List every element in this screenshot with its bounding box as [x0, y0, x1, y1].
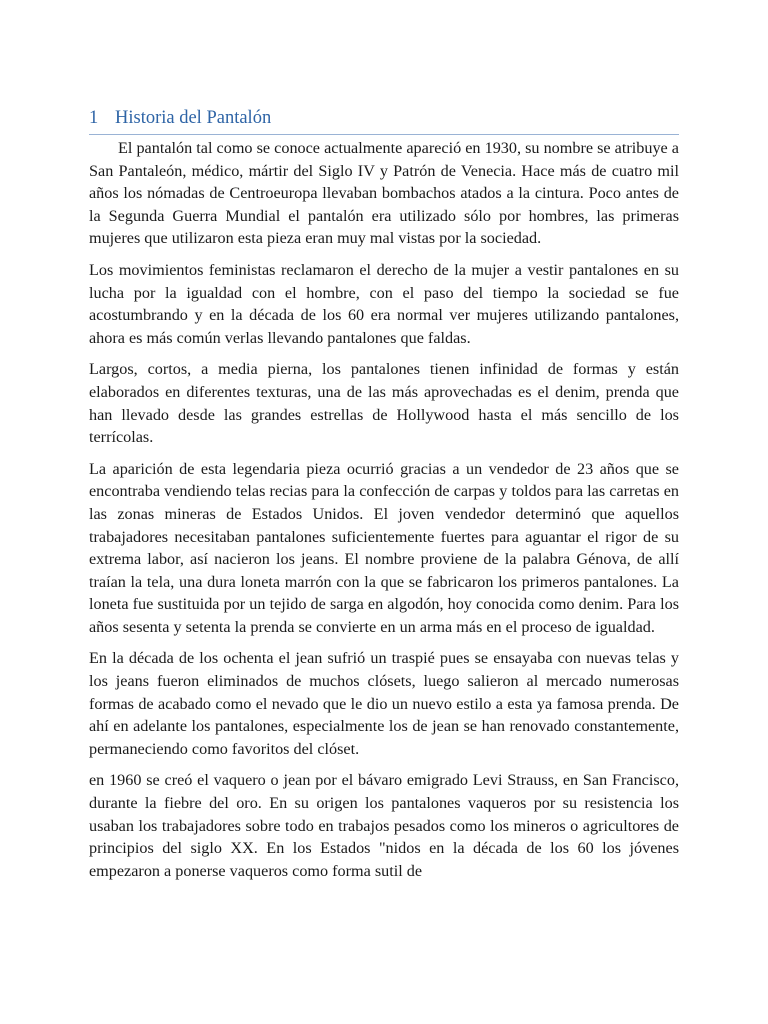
- paragraph-4: La aparición de esta legendaria pieza ocurrió gracias a un vendedor de 23 años que se encontraba vendiendo telas recias para la confección de carpas y toldos para las carretas en las zonas mineras de Estados Unidos. El joven vendedor determinó que aquellos trabajadores necesitaban pantalones suficientemente fuertes para aguantar el rigor de su extrema labor, así nacieron los jeans. El nombre proviene de la palabra Génova, de allí traían la tela, una dura loneta marrón con la que se fabricaron los primeros pantalones. La loneta fue sustituida por un tejido de sarga en algodón, hoy conocida como denim. Para los años sesenta y setenta la prenda se convierte en un arma más en el proceso de igualdad.: [89, 459, 679, 636]
- paragraph-3: Largos, cortos, a media pierna, los pantalones tienen infinidad de formas y están elaborados en diferentes texturas, una de las más aprovechadas es el denim, prenda que han llevado desde las grandes estrellas de Hollywood hasta el más sencillo de los terrícolas.: [89, 360, 679, 447]
- paragraph-6: en 1960 se creó el vaquero o jean por el bávaro emigrado Levi Strauss, en San Francisco, durante la fiebre del oro. En su origen los pantalones vaqueros por su resistencia los usaban los trabajadores sobre todo en trabajos pesados como los mineros o agricultores de principios del siglo XX. En los Estados "nidos en la década de los 60 los jóvenes empezaron a ponerse vaqueros como forma sutil de: [89, 771, 679, 880]
- paragraph-2: Los movimientos feministas reclamaron el derecho de la mujer a vestir pantalones en su lucha por la igualdad con el hombre, con el paso del tiempo la sociedad se fue acostumbrando y en la década de los 60 era normal ver mujeres utilizando pantalones, ahora es más común verlas llevando pantalones que faldas.: [89, 260, 679, 347]
- section-heading: [89, 106, 679, 135]
- paragraph-1: El pantalón tal como se conoce actualmente apareció en 1930, su nombre se atribuye a San Pantaleón, médico, mártir del Siglo IV y Patrón de Venecia. Hace más de cuatro mil años los nómadas de Centroeuropa llevaban bombachos atados a la cintura. Poco antes de la Segunda Guerra Mundial el pantalón era utilizado sólo por hombres, las primeras mujeres que utilizaron esta pieza eran muy mal vistas por la sociedad.: [89, 139, 679, 248]
- document-body: [89, 106, 679, 891]
- section-title: Historia del Pantalón: [115, 108, 272, 128]
- paragraph-5: En la década de los ochenta el jean sufrió un traspié pues se ensayaba con nuevas telas y los jeans fueron eliminados de muchos clósets, luego salieron al mercado numerosas formas de acabado como el nevado que le dio un nuevo estilo a esta ya famosa prenda. De ahí en adelante los pantalones, especialmente los de jean se han renovado constantemente, permaneciendo como favoritos del clóset.: [89, 649, 679, 758]
- section-number: 1: [89, 108, 99, 128]
